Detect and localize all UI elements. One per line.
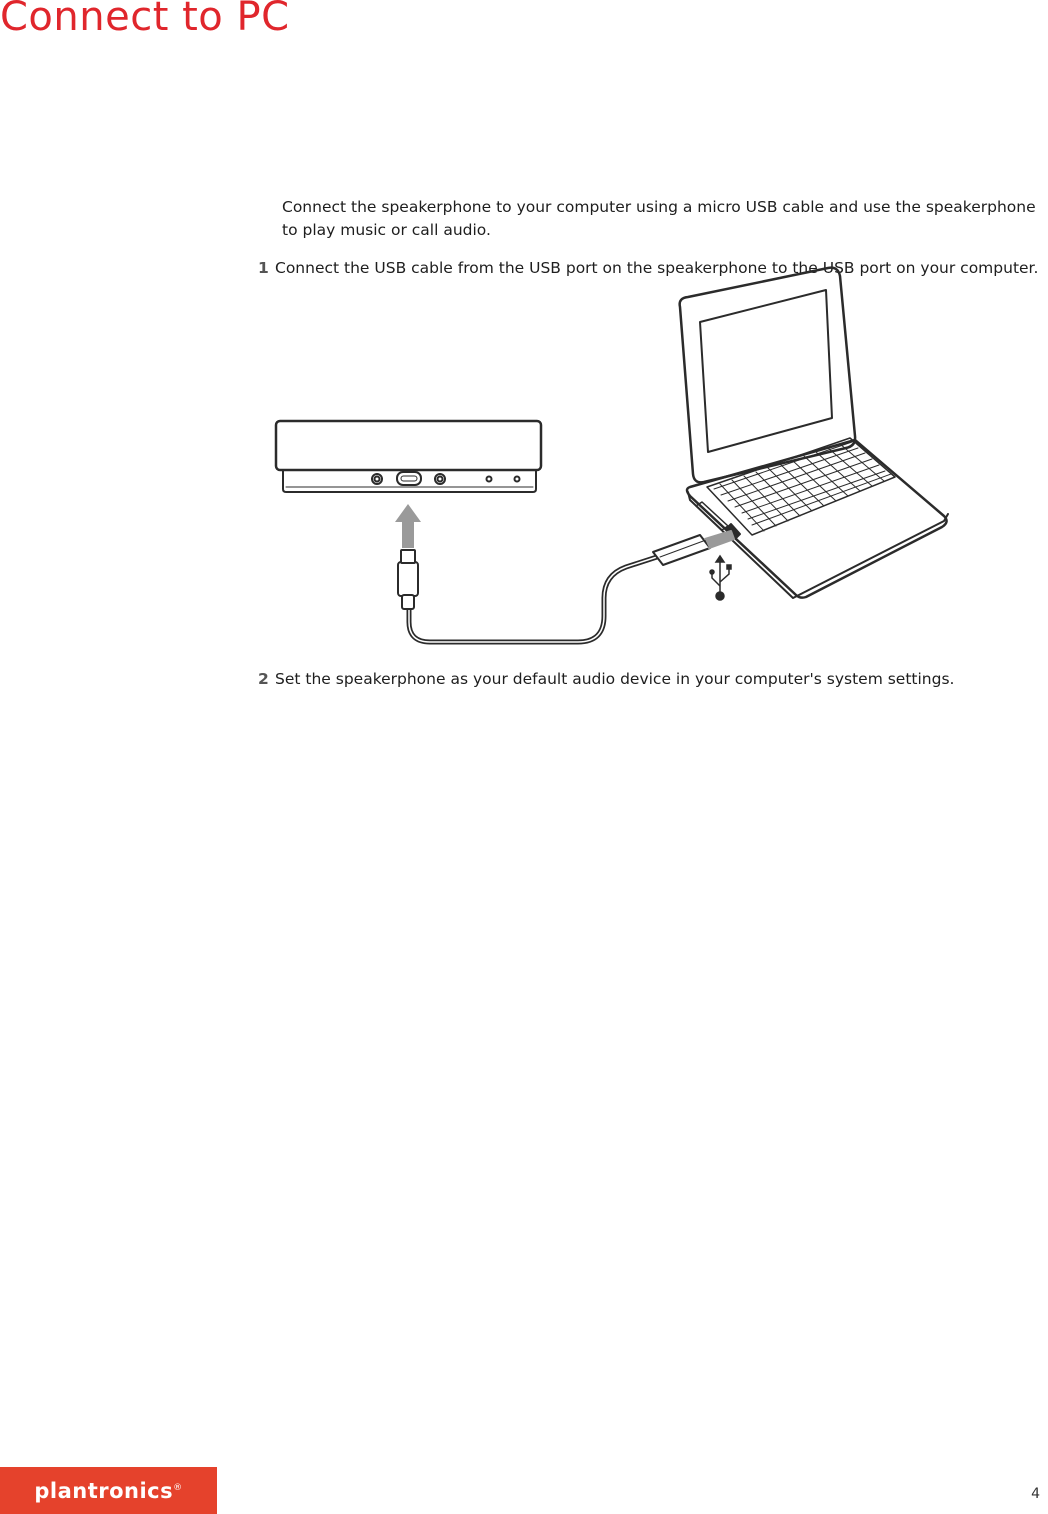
step-text: Connect the USB cable from the USB port on the speakerphone to the USB port on your computer.	[275, 259, 1039, 277]
brand-footer-bar	[0, 1467, 217, 1514]
step-2	[258, 668, 1048, 690]
step-number: 2	[258, 670, 269, 688]
brand-name: plantronics	[34, 1478, 174, 1503]
page-title: Connect to PC	[0, 0, 290, 40]
connection-illustration	[0, 0, 1048, 700]
speakerphone-illustration	[276, 421, 541, 492]
registered-mark: ®	[173, 1482, 183, 1493]
laptop-illustration	[680, 268, 948, 598]
usb-symbol-icon	[710, 556, 731, 600]
brand-logo	[34, 1479, 182, 1503]
up-arrow-icon	[395, 504, 421, 548]
page-number: 4	[1031, 1486, 1040, 1502]
step-1	[258, 257, 1048, 279]
intro-paragraph: Connect the speakerphone to your computer using a micro USB cable and use the speakerphone to play music or call audio.	[282, 198, 1036, 239]
step-text: Set the speakerphone as your default audio device in your computer's system settings.	[275, 670, 955, 688]
usb-cable-illustration	[398, 531, 734, 642]
step-number: 1	[258, 259, 269, 277]
